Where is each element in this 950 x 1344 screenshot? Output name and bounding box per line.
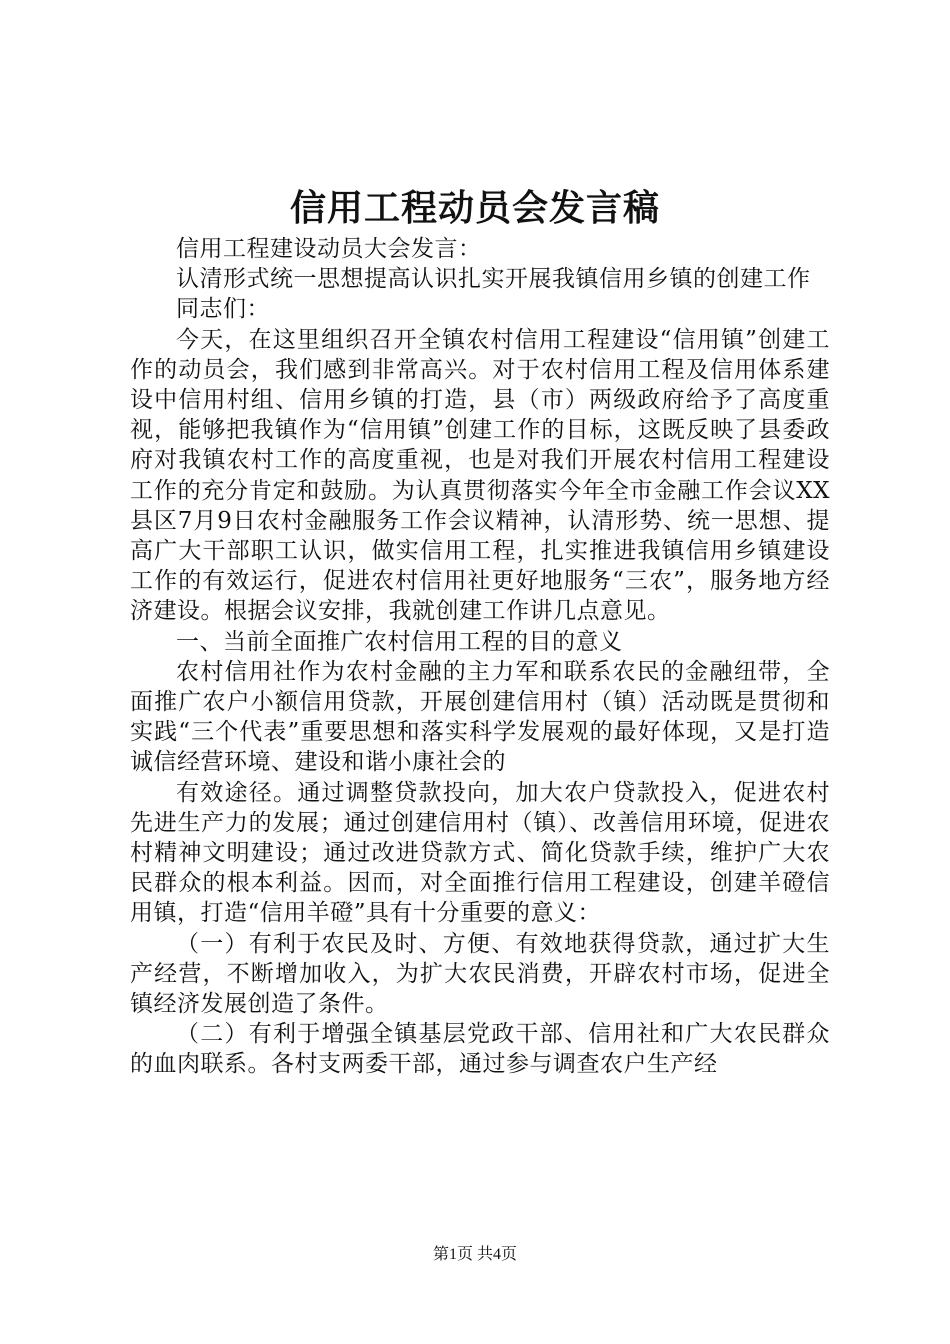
section-heading: 一、当前全面推广农村信用工程的目的意义 [176, 628, 623, 655]
paragraph-subtitle: 认清形式统一思想提高认识扎实开展我镇信用乡镇的创建工作 [176, 266, 811, 293]
paragraph: （二）有利于增强全镇基层党政干部、信用社和广大农民群众的血肉联系。各村支两委干部，通过参与调查农户生产经 [130, 1021, 830, 1078]
page-number: 第1页 共4页 [432, 1246, 517, 1263]
document-title: 信用工程动员会发言稿 [289, 187, 660, 229]
paragraph: 今天，在这里组织召开全镇农村信用工程建设“信用镇”创建工作的动员会，我们感到非常高兴。对于农村信用工程及信用体系建设中信用村组、信用乡镇的打造，县（市）两级政府给予了高度重视，能够把我镇作为“信用镇”创建工作的目标，这既反映了县委政府对我镇农村工作的高度重视，也是对我们开展农村信用工程建设工作的充分肯定和鼓励。为认真贯彻落实今年全市金融工作会议XX县区7月9日农村金融服务工作会议精神，认清形势、统一思想、提高广大干部职工认识，做实信用工程，扎实推进我镇信用乡镇建设工作的有效运行，促进农村信用社更好地服务“三农”，服务地方经济建设。根据会议安排，我就创建工作讲几点意见。 [130, 326, 830, 625]
paragraph: 有效途径。通过调整贷款投向，加大农户贷款投入，促进农村先进生产力的发展；通过创建信用村（镇）、改善信用环境，促进农村精神文明建设；通过改进贷款方式、简化贷款手续，维护广大农民群众的根本利益。因而，对全面推行信用工程建设，创建羊磴信用镇，打造“信用羊磴”具有十分重要的意义： [130, 779, 830, 927]
paragraph-heading-line: 信用工程建设动员大会发言： [176, 236, 482, 262]
paragraph: 农村信用社作为农村金融的主力军和联系农民的金融纽带，全面推广农户小额信用贷款，开展创建信用村（镇）活动既是贯彻和实践“三个代表”重要思想和落实科学发展观的最好体现，又是打造诚信经营环境、建设和谐小康社会的 [130, 658, 830, 776]
paragraph-salutation: 同志们： [176, 296, 270, 323]
document-body [130, 234, 830, 1080]
paragraph: （一）有利于农民及时、方便、有效地获得贷款，通过扩大生产经营，不断增加收入，为扩大农民消费，开辟农村市场，促进全镇经济发展创造了条件。 [130, 930, 830, 1018]
